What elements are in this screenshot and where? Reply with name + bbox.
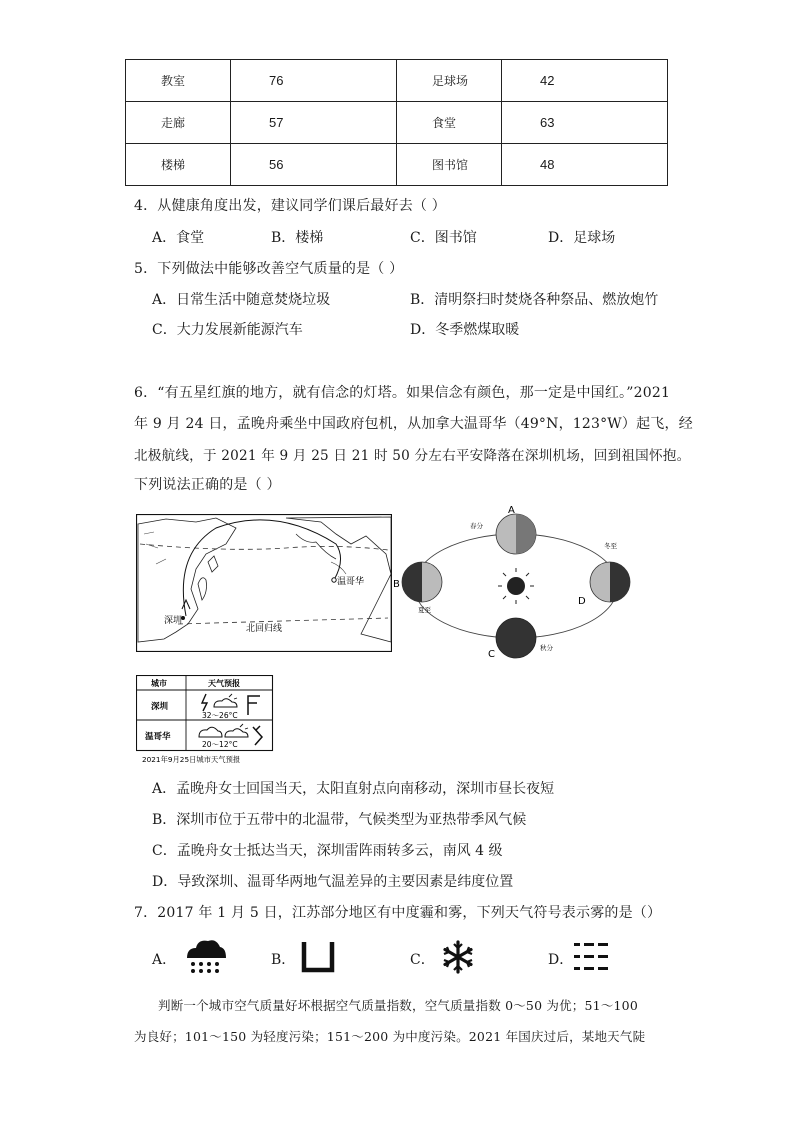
q7-option-d-label[interactable]: D． [548, 952, 574, 968]
table-cell: 食堂 [397, 102, 502, 144]
q6-option-b[interactable]: B．深圳市位于五带中的北温带，气候类型为亚热带季风气候 [152, 812, 527, 828]
orbit-label-d: D [578, 596, 586, 607]
q7-option-b-label[interactable]: B． [271, 952, 296, 968]
map-label-tropic: 北回归线 [246, 624, 283, 634]
q4-option-c[interactable]: C．图书馆 [410, 230, 477, 246]
table-cell: 57 [231, 102, 397, 144]
question-6-line-1: 6．“有五星红旗的地方，就有信念的灯塔。如果信念有颜色，那一定是中国红。”2021 [134, 385, 671, 401]
map-label-vancouver: 温哥华 [337, 577, 365, 587]
table-cell: 走廊 [126, 102, 231, 144]
table-cell: 63 [502, 102, 668, 144]
q4-option-a[interactable]: A．食堂 [152, 230, 205, 246]
map-label-shenzhen: 深圳 [164, 616, 183, 626]
q5-option-a[interactable]: A．日常生活中随意焚烧垃圾 [152, 292, 331, 308]
q5-option-b[interactable]: B．清明祭扫时焚烧各种祭品、燃放炮竹 [410, 292, 659, 308]
question-6-line-2: 年 9 月 24 日，孟晚舟乘坐中国政府包机，从加拿大温哥华（49°N，123°W）起飞，经 [134, 416, 693, 432]
table-cell: 图书馆 [397, 144, 502, 186]
orbit-label-a: A [508, 505, 515, 516]
question-5-stem: 5．下列做法中能够改善空气质量的是（ ） [134, 261, 404, 277]
q7-option-a-label[interactable]: A． [152, 952, 177, 968]
orbit-label-winter: 冬至 [604, 542, 617, 550]
weather-forecast-figure [136, 675, 276, 765]
forecast-temp-shenzhen: 32～26°C [202, 711, 238, 720]
table-cell: 48 [502, 144, 668, 186]
q5-option-d[interactable]: D．冬季燃煤取暖 [410, 322, 520, 338]
table-cell: 42 [502, 60, 668, 102]
forecast-caption: 2021年9月25日城市天气预报 [142, 755, 241, 764]
earth-orbit-figure [392, 502, 637, 660]
snowflake-icon[interactable] [441, 940, 475, 974]
haze-symbol-icon[interactable] [300, 940, 336, 974]
table-cell: 楼梯 [126, 144, 231, 186]
q4-option-d[interactable]: D．足球场 [548, 230, 616, 246]
air-quality-table [125, 59, 668, 186]
forecast-city-vancouver: 温哥华 [145, 732, 171, 742]
table-row [126, 60, 668, 102]
table-row [126, 144, 668, 186]
fog-lines-icon[interactable] [574, 941, 608, 973]
table-cell: 56 [231, 144, 397, 186]
q6-option-a[interactable]: A．孟晚舟女士回国当天，太阳直射点向南移动，深圳市昼长夜短 [152, 781, 555, 797]
question-6-line-4: 下列说法正确的是（ ） [134, 477, 281, 493]
table-cell: 足球场 [397, 60, 502, 102]
orbit-label-summer: 夏至 [418, 606, 431, 614]
forecast-city-shenzhen: 深圳 [151, 702, 169, 712]
table-cell: 教室 [126, 60, 231, 102]
orbit-label-b: B [393, 579, 400, 590]
orbit-label-spring: 春分 [470, 522, 483, 530]
forecast-header-forecast: 天气预报 [208, 679, 240, 688]
q6-option-d[interactable]: D．导致深圳、温哥华两地气温差异的主要因素是纬度位置 [152, 874, 514, 890]
route-map-figure [136, 514, 392, 652]
passage-line-2: 为良好；101～150 为轻度污染；151～200 为中度污染。2021 年国庆过后，某地天气陡 [134, 1029, 646, 1044]
question-4-stem: 4．从健康角度出发，建议同学们课后最好去（ ） [134, 198, 446, 214]
q6-option-c[interactable]: C．孟晚舟女士抵达当天，深圳雷阵雨转多云，南风 4 级 [152, 843, 503, 859]
orbit-label-autumn: 秋分 [540, 644, 553, 652]
rain-cloud-icon[interactable] [184, 936, 228, 978]
forecast-temp-vancouver: 20～12°C [202, 740, 238, 749]
forecast-header-city: 城市 [151, 679, 167, 688]
q7-option-c-label[interactable]: C． [410, 952, 435, 968]
table-row [126, 102, 668, 144]
orbit-label-c: C [488, 649, 495, 660]
table-cell: 76 [231, 60, 397, 102]
q5-option-c[interactable]: C．大力发展新能源汽车 [152, 322, 303, 338]
q4-option-b[interactable]: B．楼梯 [271, 230, 324, 246]
question-7-stem: 7．2017 年 1 月 5 日，江苏部分地区有中度霾和雾，下列天气符号表示雾的是（） [134, 905, 662, 921]
passage-line-1: 判断一个城市空气质量好坏根据空气质量指数，空气质量指数 0～50 为优；51～100 [158, 998, 638, 1013]
question-6-line-3: 北极航线，于 2021 年 9 月 25 日 21 时 50 分左右平安降落在深圳机场，回到祖国怀抱。 [134, 448, 691, 464]
